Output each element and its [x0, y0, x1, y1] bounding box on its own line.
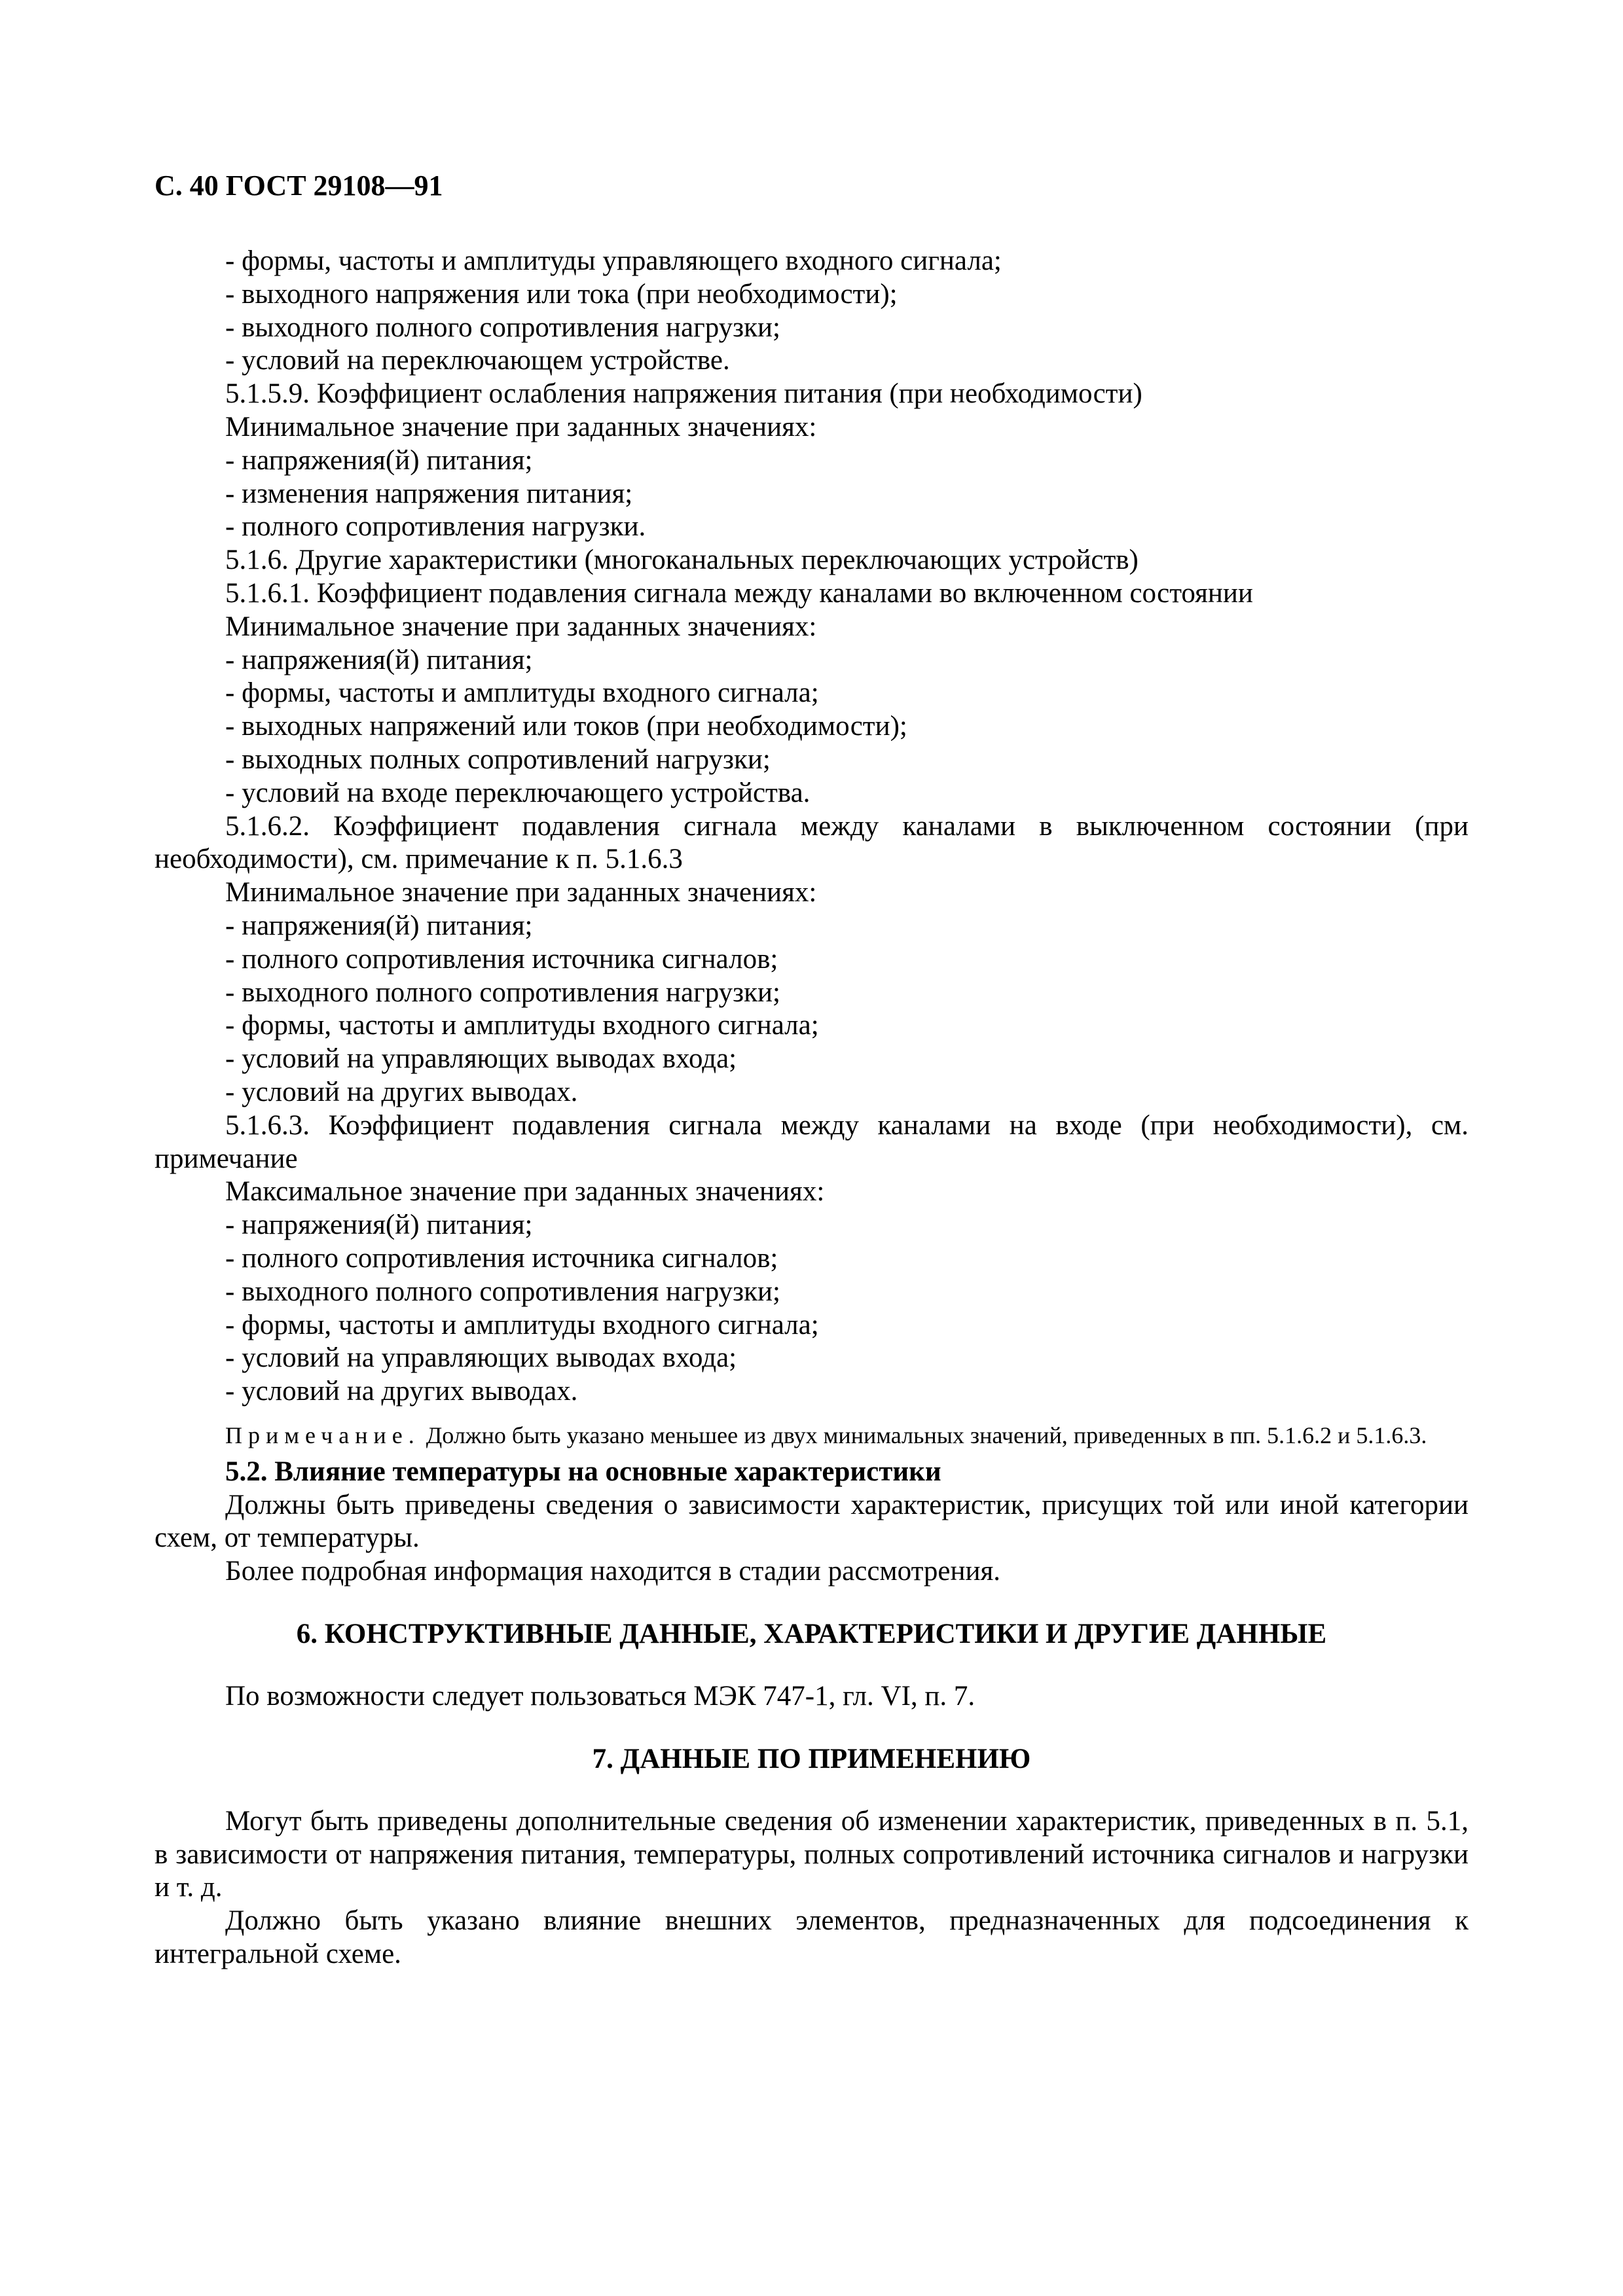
paragraph: Более подробная информация находится в стадии рассмотрения. — [225, 1556, 1001, 1587]
list-intro: Минимальное значение при заданных значениях: — [225, 411, 817, 442]
clause-5159: 5.1.5.9. Коэффициент ослабления напряжения питания (при необходимости) — [225, 378, 1142, 410]
clause-5162: 5.1.6.2. Коэффициент подавления сигнала между каналами в выключенном состоянии (при необходимости), см. примечание к п. 5.1.6.3 — [155, 810, 1468, 875]
paragraph: Должны быть приведены сведения о зависимости характеристик, присущих той или иной категории схем, от температуры. — [155, 1489, 1468, 1554]
list-item: - условий на других выводах. — [225, 1076, 578, 1107]
paragraph: Могут быть приведены дополнительные сведения об изменении характеристик, приведенных в п. 5.1, в зависимости от напряжения питания, температуры, полных сопротивлений источника сигналов и нагрузки и т. д. — [155, 1805, 1468, 1903]
list-item: - напряжения(й) питания; — [225, 644, 533, 675]
clause-5163: 5.1.6.3. Коэффициент подавления сигнала между каналами на входе (при необходимости), см. примечание — [155, 1109, 1468, 1174]
list-item: - условий на переключающем устройстве. — [225, 345, 730, 376]
list-item: - выходного напряжения или тока (при необходимости); — [225, 278, 898, 310]
clause-516: 5.1.6. Другие характеристики (многоканальных переключающих устройств) — [225, 545, 1139, 576]
list-item: - формы, частоты и амплитуды входного сигнала; — [225, 1309, 819, 1340]
list-intro: Минимальное значение при заданных значениях: — [225, 611, 817, 642]
list-item: - полного сопротивления нагрузки. — [225, 511, 646, 543]
list-item: - выходного полного сопротивления нагрузки; — [225, 312, 780, 343]
list-item: - полного сопротивления источника сигналов; — [225, 943, 778, 975]
list-item: - условий на управляющих выводах входа; — [225, 1342, 737, 1374]
section-7-heading: 7. ДАННЫЕ ПО ПРИМЕНЕНИЮ — [592, 1743, 1031, 1774]
list-item: - напряжения(й) питания; — [225, 910, 533, 941]
page-content — [155, 245, 1468, 1971]
list-item: - условий на входе переключающего устройства. — [225, 777, 811, 808]
page-header: С. 40 ГОСТ 29108—91 — [155, 170, 443, 202]
list-item: - выходных полных сопротивлений нагрузки; — [225, 744, 771, 775]
list-item: - изменения напряжения питания; — [225, 478, 633, 509]
list-item: - выходного полного сопротивления нагрузки; — [225, 1276, 780, 1307]
list-item: - напряжения(й) питания; — [225, 444, 533, 476]
paragraph: Должно быть указано влияние внешних элементов, предназначенных для подсоединения к интегральной схеме. — [155, 1905, 1468, 1970]
note-text: Должно быть указано меньшее из двух минимальных значений, приведенных в пп. 5.1.6.2 и 5.1.6.3. — [426, 1422, 1427, 1448]
list-item: - условий на других выводах. — [225, 1376, 578, 1407]
list-intro: Минимальное значение при заданных значениях: — [225, 877, 817, 908]
list-item: - полного сопротивления источника сигналов; — [225, 1242, 778, 1274]
list-item: - формы, частоты и амплитуды входного сигнала; — [225, 677, 819, 709]
list-intro: Максимальное значение при заданных значениях: — [225, 1176, 825, 1208]
section-6-heading: 6. КОНСТРУКТИВНЫЕ ДАННЫЕ, ХАРАКТЕРИСТИКИ И ДРУГИЕ ДАННЫЕ — [296, 1619, 1327, 1650]
list-item: - условий на управляющих выводах входа; — [225, 1043, 737, 1075]
section-5-2-title: 5.2. Влияние температуры на основные характеристики — [225, 1456, 941, 1487]
list-item: - формы, частоты и амплитуды входного сигнала; — [225, 1010, 819, 1041]
list-item: - напряжения(й) питания; — [225, 1210, 533, 1241]
list-item: - формы, частоты и амплитуды управляющего входного сигнала; — [225, 245, 1002, 276]
note — [155, 1422, 1468, 1449]
note-label: Примечание. — [225, 1422, 420, 1448]
clause-5161: 5.1.6.1. Коэффициент подавления сигнала между каналами во включенном состоянии — [225, 577, 1253, 609]
paragraph: По возможности следует пользоваться МЭК 747-1, гл. VI, п. 7. — [225, 1681, 976, 1712]
list-item: - выходных напряжений или токов (при необходимости); — [225, 711, 907, 742]
list-item: - выходного полного сопротивления нагрузки; — [225, 977, 780, 1008]
